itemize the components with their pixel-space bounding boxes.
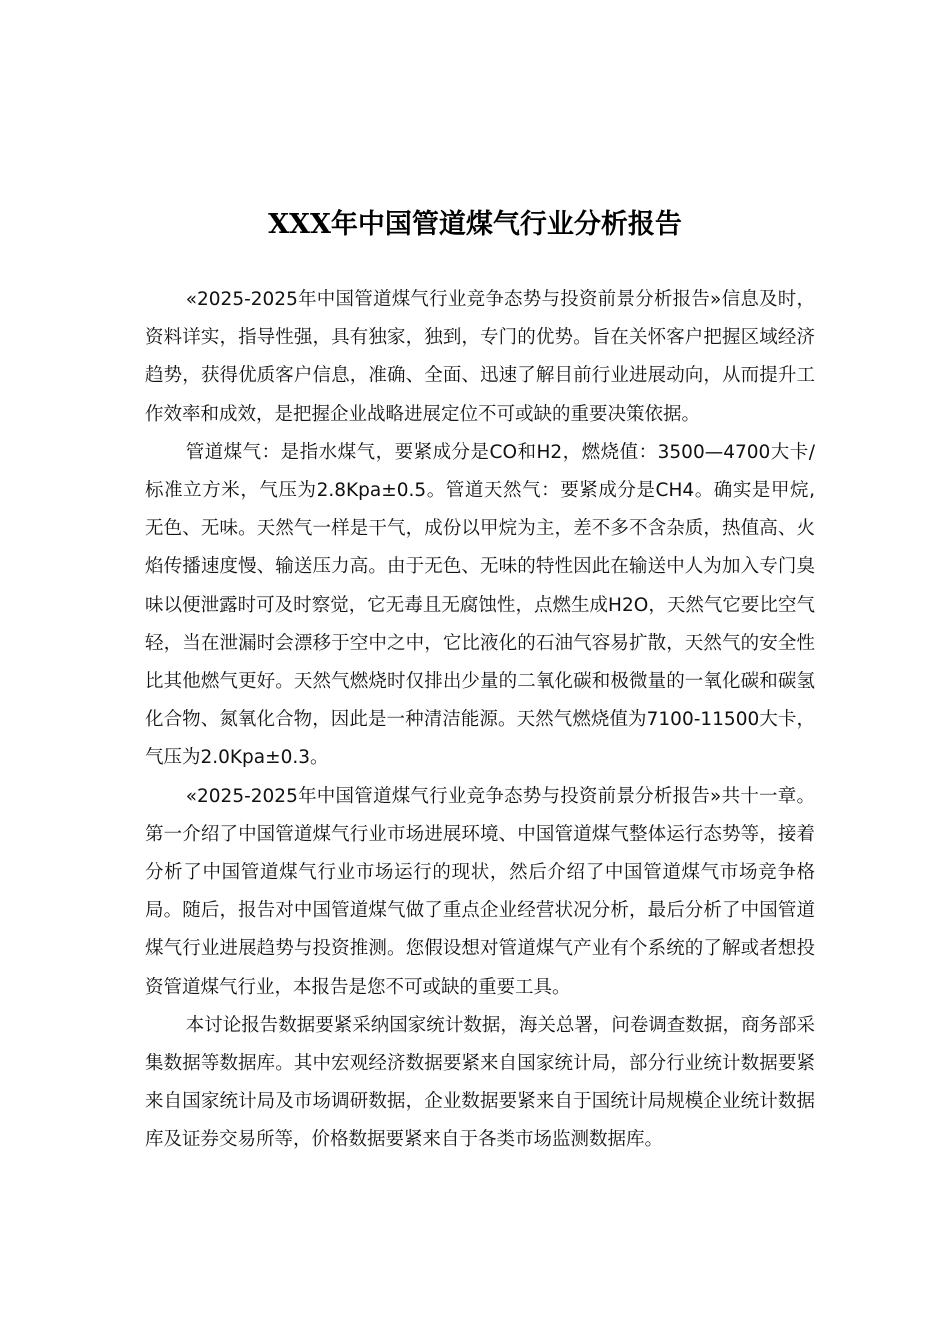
paragraph-intro: «2025-2025年中国管道煤气行业竞争态势与投资前景分析报告»信息及时，资料详实，指导性强，具有独家，独到，专门的优势。旨在关怀客户把握区域经济趋势，获得优质客户信息，准确、全面、迅速了解目前行业进展动向，从而提升工作效率和成效，是把握企业战略进展定位不可或缺的重要决策依据。 xyxy=(145,289,815,425)
paragraph-contents: «2025-2025年中国管道煤气行业竞争态势与投资前景分析报告»共十一章。第一介绍了中国管道煤气行业市场进展环境、中国管道煤气整体运行态势等，接着分析了中国管道煤气行业市场运行的现状，然后介绍了中国管道煤气市场竞争格局。随后，报告对中国管道煤气做了重点企业经营状况分析，最后分析了中国管道煤气行业进展趋势与投资推测。您假设想对管道煤气产业有个系统的了解或者想投资管道煤气行业，本报告是您不可或缺的重要工具。 xyxy=(145,785,815,998)
paragraph-data-sources: 本讨论报告数据要紧采纳国家统计数据，海关总署，问卷调查数据，商务部采集数据等数据库。其中宏观经济数据要紧来自国家统计局，部分行业统计数据要紧来自国家统计局及市场调研数据，企业数据要紧来自于国统计局规模企业统计数据库及证券交易所等，价格数据要紧来自于各类市场监测数据库。 xyxy=(145,1014,815,1151)
document-body xyxy=(145,281,815,1160)
paragraph-definition: 管道煤气：是指水煤气，要紧成分是CO和H2，燃烧值：3500—4700大卡/标准立方米，气压为2.8Kpa±0.5。管道天然气：要紧成分是CH4。确实是甲烷,无色、无味。天然气一样是干气，成份以甲烷为主，差不多不含杂质，热值高、火焰传播速度慢、输送压力高。由于无色、无味的特性因此在输送中人为加入专门臭味以便泄露时可及时察觉，它无毒且无腐蚀性，点燃生成H2O，天然气它要比空气轻，当在泄漏时会漂移于空中之中，它比液化的石油气容易扩散，天然气的安全性比其他燃气更好。天然气燃烧时仅排出少量的二氧化碳和极微量的一氧化碳和碳氢化合物、氮氧化合物，因此是一种清洁能源。天然气燃烧值为7100-11500大卡，气压为2.0Kpa±0.3。 xyxy=(145,441,815,769)
document-title: XXX年中国管道煤气行业分析报告 xyxy=(268,209,682,240)
